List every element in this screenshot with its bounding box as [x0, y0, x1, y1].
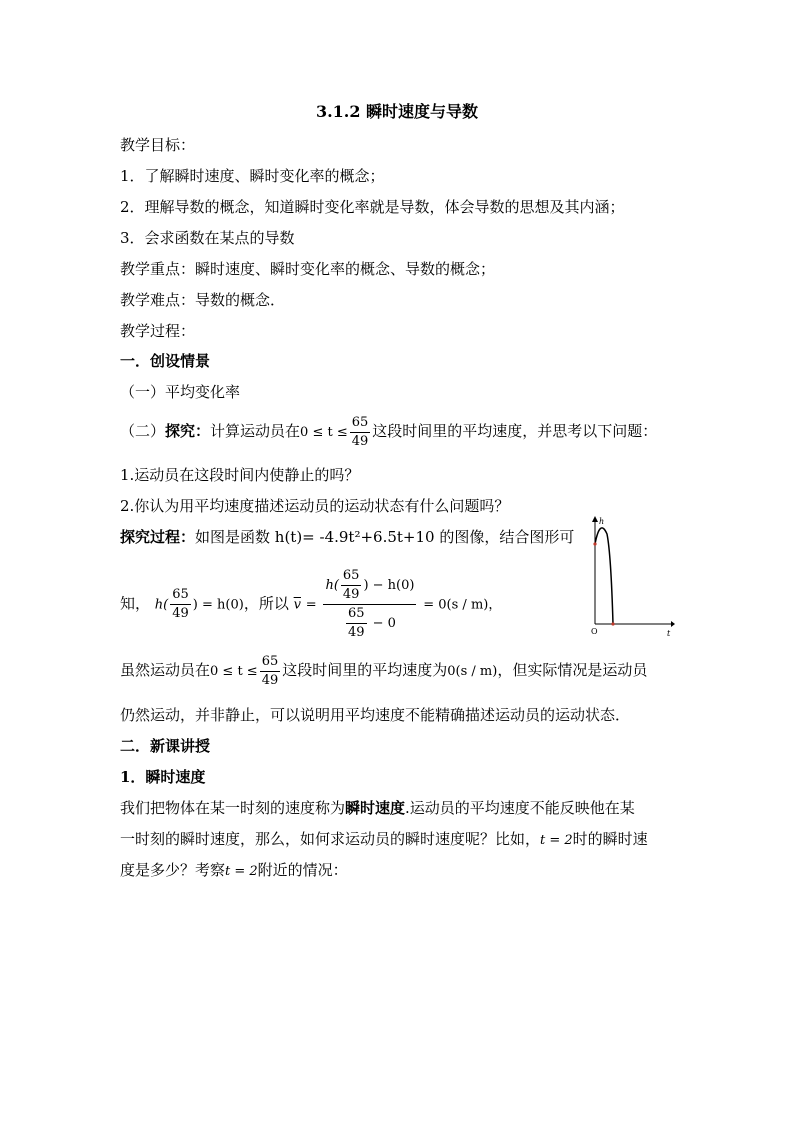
function-graph — [583, 514, 675, 638]
point-end — [611, 622, 614, 625]
section2-para-line-1: 我们把物体在某一时刻的速度称为瞬时速度.运动员的平均速度不能反映他在某 — [120, 799, 635, 817]
section2-heading: 二．新课讲授 — [120, 737, 211, 755]
x-axis-label: t — [667, 629, 671, 638]
question-1: 1.运动员在这段时间内使静止的吗？ — [120, 466, 360, 484]
zhi-text: 知， — [120, 594, 151, 613]
goal-item-1: 1．了解瞬时速度、瞬时变化率的概念； — [120, 167, 385, 185]
point-start — [593, 542, 596, 545]
h-eq-left: h( — [154, 597, 169, 613]
conclusion-line-2: 仍然运动，并非静止，可以说明用平均速度不能精确描述运动员的运动状态． — [120, 706, 631, 724]
v-bar: $\overline{v}$ — [293, 597, 301, 613]
sub2-prefix: （二） — [120, 422, 166, 440]
section1-sub1: （一）平均变化率 — [120, 383, 241, 401]
suoyi-text: ，所以 — [243, 594, 289, 613]
section2-para-line-2: 一时刻的瞬时速度，那么，如何求运动员的瞬时速度呢？比如，t = 2时的瞬时速 — [120, 830, 648, 848]
fraction-65-49: $\frac{65}{49}$ — [351, 414, 369, 449]
h-eq-right: ) = h(0) — [192, 597, 244, 613]
sub2-text2: 这段时间里的平均速度，并思考以下问题： — [372, 422, 658, 440]
section1-heading: 一．创设情景 — [120, 352, 211, 370]
x-axis-arrow — [671, 621, 675, 627]
origin-label: O — [591, 627, 598, 636]
explore-line — [120, 527, 574, 547]
difficulty: 教学难点：导数的概念． — [120, 291, 286, 309]
explore-bold-label: 探究过程： — [120, 528, 196, 546]
goal-item-3: 3．会求函数在某点的导数 — [120, 229, 295, 247]
inequality: 0 ≤ t ≤ — [300, 425, 348, 440]
sub2-text1: 计算运动员在 — [210, 422, 301, 440]
curve — [595, 528, 613, 624]
explore-formula-line: 知， h( $\frac{65}{49}$ ) = h(0)，所以 $\overline{v}$ = h( $\frac{65}{49}$ ) − h(0) $\frac{65}{49}$ − 0 = 0(s / m)， — [120, 568, 502, 640]
goals-heading: 教学目标： — [120, 136, 196, 154]
section1-sub2 — [120, 413, 657, 451]
h-fraction: $\frac{65}{49}$ — [172, 587, 189, 621]
section2-sub1: 1．瞬时速度 — [120, 768, 206, 786]
explore-text: 如图是函数 h(t)= -4.9t²+6.5t+10 的图像，结合图形可 — [195, 528, 575, 546]
eq-result: = 0(s / m)， — [423, 597, 502, 613]
page-title: 3.1.2 瞬时速度与导数 — [315, 102, 479, 121]
conclusion-line-1: 虽然运动员在0 ≤ t ≤ $\frac{65}{49}$ 这段时间里的平均速度为0(s / m)，但实际情况是运动员 — [120, 653, 648, 688]
key-points: 教学重点：瞬时速度、瞬时变化率的概念、导数的概念； — [120, 260, 496, 278]
velocity-fraction: h( $\frac{65}{49}$ ) − h(0) $\frac{65}{49}$ − 0 — [325, 568, 415, 640]
sub2-bold-label: 探究： — [165, 422, 211, 440]
section2-para-line-3: 度是多少？考察t = 2附近的情况： — [120, 861, 348, 879]
process-heading: 教学过程： — [120, 322, 196, 340]
goal-item-2: 2．理解导数的概念，知道瞬时变化率就是导数，体会导数的思想及其内涵； — [120, 198, 625, 216]
question-2: 2.你认为用平均速度描述运动员的运动状态有什么问题吗？ — [120, 497, 510, 515]
y-axis-label: h — [599, 517, 605, 526]
y-axis-arrow — [592, 516, 598, 522]
